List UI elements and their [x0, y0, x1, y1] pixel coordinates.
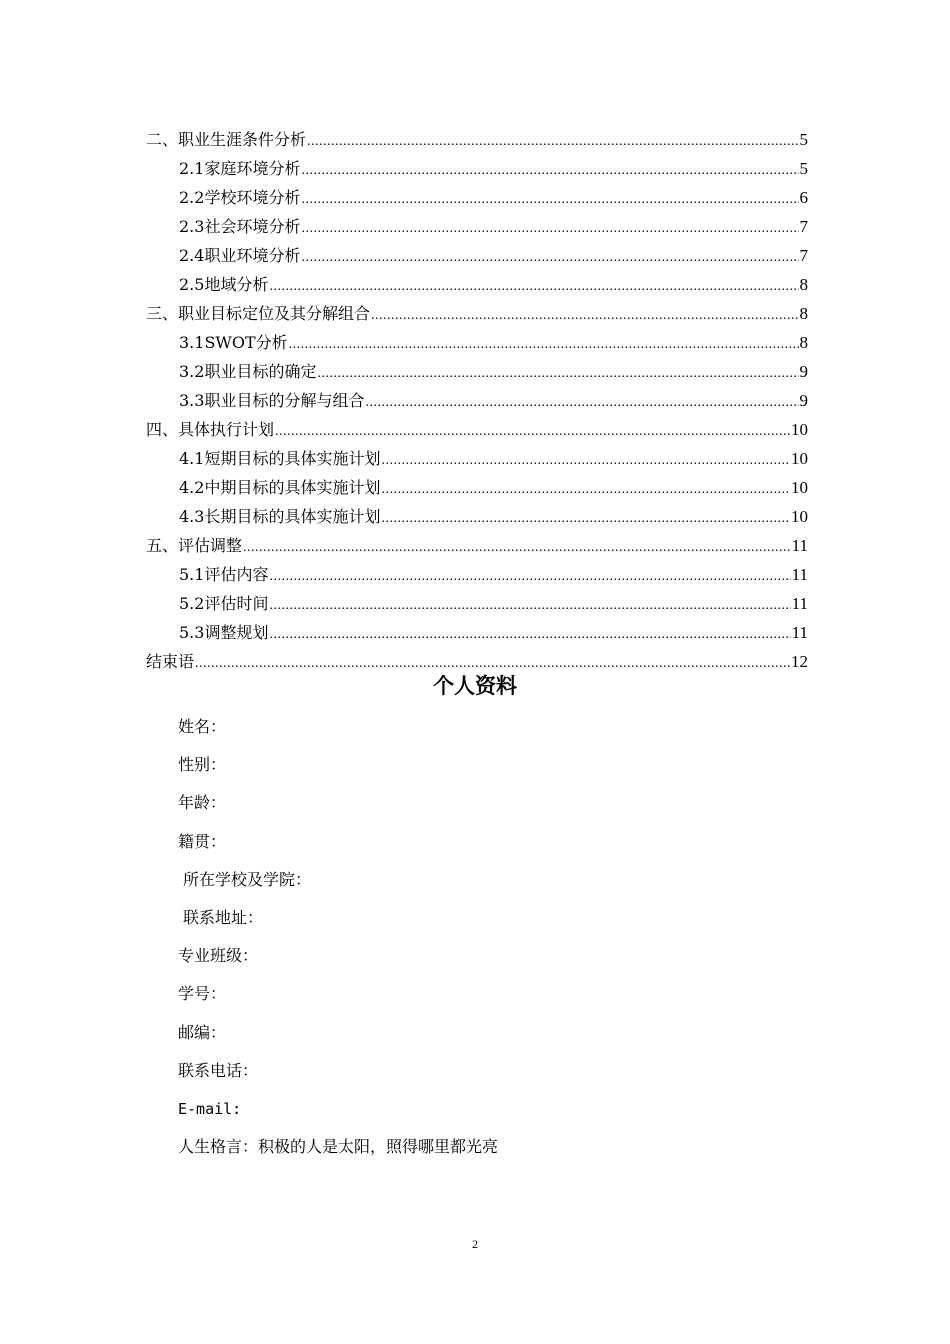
toc-entry-label: 4.2中期目标的具体实施计划 [179, 478, 381, 497]
profile-phone-field: 联系电话： [178, 1060, 259, 1080]
toc-entry-label: 2.4职业环境分析 [179, 246, 301, 265]
toc-page-number: 5 [799, 159, 808, 178]
toc-leader-dots [301, 243, 798, 272]
toc-page-number: 9 [799, 391, 808, 410]
toc-leader-dots [301, 156, 798, 185]
toc-entry[interactable] [146, 154, 808, 183]
profile-school-field: 所在学校及学院： [183, 869, 312, 889]
toc-entry[interactable] [146, 444, 808, 473]
profile-gender-field: 性别： [178, 755, 227, 775]
toc-page-number: 10 [791, 507, 808, 526]
profile-address-field: 联系地址： [183, 907, 264, 927]
toc-page-number: 7 [799, 217, 808, 236]
profile-hometown-field: 籍贯： [178, 831, 227, 851]
toc-entry[interactable] [146, 183, 808, 212]
toc-entry-label: 5.3调整规划 [179, 623, 269, 642]
toc-entry[interactable] [146, 270, 808, 299]
toc-leader-dots [269, 562, 790, 591]
toc-entry[interactable] [146, 357, 808, 386]
profile-motto-field: 人生格言：积极的人是太阳，照得哪里都光亮 [178, 1137, 499, 1157]
toc-page-number: 10 [791, 478, 808, 497]
toc-entry-label: 3.2职业目标的确定 [179, 362, 317, 381]
toc-entry-label: 5.2评估时间 [179, 594, 269, 613]
toc-entry-label: 3.3职业目标的分解与组合 [179, 391, 365, 410]
toc-entry[interactable] [146, 618, 808, 647]
toc-page-number: 11 [791, 623, 808, 642]
toc-entry[interactable] [146, 212, 808, 241]
toc-leader-dots [381, 475, 790, 504]
toc-leader-dots [301, 214, 798, 243]
toc-entry[interactable] [146, 560, 808, 589]
toc-page-number: 8 [799, 304, 808, 323]
toc-entry-label: 三、职业目标定位及其分解组合 [146, 304, 371, 323]
toc-entry[interactable] [146, 589, 808, 618]
toc-entry[interactable] [146, 328, 808, 357]
toc-page-number: 10 [791, 420, 808, 439]
toc-leader-dots [381, 446, 790, 475]
toc-entry[interactable] [146, 299, 808, 328]
toc-page-number: 6 [799, 188, 808, 207]
profile-age-field: 年龄： [178, 793, 227, 813]
toc-leader-dots [275, 417, 790, 446]
profile-fields [178, 708, 498, 1166]
profile-student-id-field: 学号： [178, 984, 227, 1004]
profile-postcode-field: 邮编： [178, 1022, 227, 1042]
toc-leader-dots [269, 591, 790, 620]
toc-leader-dots [301, 185, 798, 214]
toc-entry-label: 3.1SWOT分析 [179, 333, 288, 352]
toc-entry[interactable] [146, 125, 808, 154]
table-of-contents [146, 125, 808, 676]
toc-entry-label: 二、职业生涯条件分析 [146, 130, 307, 149]
toc-page-number: 5 [799, 130, 808, 149]
toc-entry-label: 结束语 [146, 652, 195, 671]
toc-page-number: 11 [791, 565, 808, 584]
toc-page-number: 10 [791, 449, 808, 468]
toc-page-number: 8 [799, 333, 808, 352]
toc-page-number: 8 [799, 275, 808, 294]
toc-leader-dots [307, 127, 798, 156]
toc-entry-label: 4.3长期目标的具体实施计划 [179, 507, 381, 526]
toc-entry-label: 五、评估调整 [146, 536, 243, 555]
profile-name-field: 姓名： [178, 717, 227, 736]
toc-page-number: 11 [791, 536, 808, 555]
toc-leader-dots [371, 301, 798, 330]
toc-entry-label: 2.3社会环境分析 [179, 217, 301, 236]
toc-entry-label: 2.2学校环境分析 [179, 188, 301, 207]
toc-leader-dots [269, 620, 790, 649]
toc-leader-dots [381, 504, 790, 533]
toc-page-number: 9 [799, 362, 808, 381]
toc-leader-dots [317, 359, 798, 388]
toc-entry-label: 5.1评估内容 [179, 565, 269, 584]
toc-leader-dots [289, 330, 799, 359]
toc-entry-label: 四、具体执行计划 [146, 420, 275, 439]
toc-entry[interactable] [146, 386, 808, 415]
toc-entry-label: 2.5地域分析 [179, 275, 269, 294]
toc-page-number: 11 [791, 594, 808, 613]
page-number: 2 [472, 1237, 478, 1251]
profile-section-title: 个人资料 [433, 674, 517, 698]
toc-leader-dots [243, 533, 791, 562]
toc-entry-label: 4.1短期目标的具体实施计划 [179, 449, 381, 468]
profile-major-class-field: 专业班级： [178, 946, 259, 966]
toc-entry[interactable] [146, 241, 808, 270]
toc-entry[interactable] [146, 531, 808, 560]
toc-page-number: 7 [799, 246, 808, 265]
toc-entry[interactable] [146, 502, 808, 531]
profile-email-field: E-mail: [178, 1099, 242, 1118]
toc-page-number: 12 [791, 652, 808, 671]
toc-entry[interactable] [146, 473, 808, 502]
toc-entry-label: 2.1家庭环境分析 [179, 159, 301, 178]
toc-leader-dots [269, 272, 798, 301]
toc-leader-dots [365, 388, 798, 417]
toc-entry[interactable] [146, 415, 808, 444]
